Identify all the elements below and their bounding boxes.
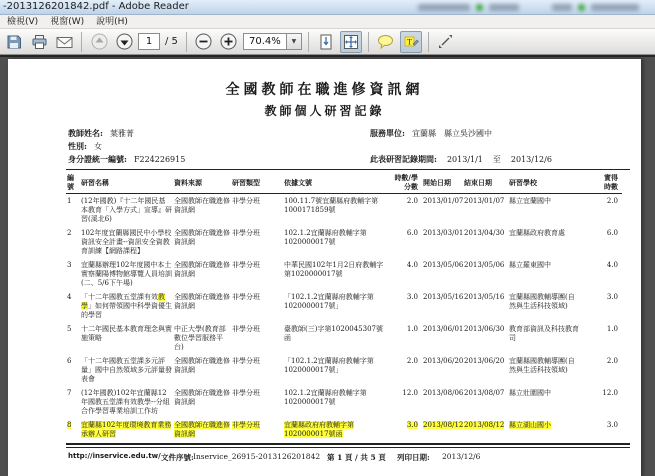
zoom-in-icon <box>220 33 237 50</box>
col-earned: 實得時數 <box>581 170 622 194</box>
menu-view[interactable]: 檢視(V) <box>7 16 39 27</box>
menu-window[interactable]: 視窗(W) <box>50 16 85 27</box>
table-bottom-rule-thin <box>66 447 630 448</box>
document-title: 全國教師在職進修資訊網 <box>225 82 424 98</box>
email-button[interactable] <box>53 31 75 53</box>
doc-serial-value: Inservice_26915-2013126201842 <box>193 451 321 461</box>
print-icon <box>31 34 48 50</box>
fit-page-button[interactable] <box>340 31 362 53</box>
zoom-out-button[interactable] <box>193 31 215 53</box>
pdf-page <box>8 59 641 476</box>
highlight-text-icon <box>403 34 419 50</box>
separator <box>186 32 187 52</box>
col-source: 資料來源 <box>173 170 231 194</box>
titlebar[interactable] <box>0 0 655 15</box>
id-number-label: 身分證統一編號: <box>68 154 127 164</box>
table-row: 6 「十二年國教五堂課多元評量」國中自然領域多元評量發表會 全國教師在職進修資訊網 非學分班 「102.1.2宜蘭縣府教輔字第1020000017號」 2.0 2013/06/20 2013/06/20 宜蘭縣國教輔導團(自然與生活科技領域) 2.0 <box>67 357 618 383</box>
table-header-row <box>66 170 622 194</box>
table-row: 7 (12年國教)102年宜蘭縣12年國教五堂課有效教學--分組合作學習專業培訓工作坊 全國教師在職進修資訊網 非學分班 102.1.2宜蘭縣府教輔字第1020000017號 12.0 2013/08/06 2013/08/07 縣立壯圍國中 12.0 <box>67 389 618 415</box>
document-subtitle: 教師個人研習記錄 <box>264 104 385 118</box>
col-name: 研習名稱 <box>80 170 173 194</box>
print-button[interactable] <box>28 31 50 53</box>
col-no: 編號 <box>66 170 80 194</box>
comment-icon <box>377 34 394 49</box>
table-row: 1 (12年國教)『十二年國民基本教育「入學方式」宣導』研習(溪北6) 全國教師在職進修資訊網 非學分班 100.11.7號宜蘭縣府教輔字第1000171859號 2.0 2013/01/07 2013/01/07 縣立宜蘭國中 2.0 <box>67 197 618 223</box>
col-start: 開始日期 <box>422 170 463 194</box>
print-date-value: 2013/12/6 <box>442 451 481 461</box>
page-number-input[interactable]: 1 <box>138 33 160 50</box>
gender-label: 性別: <box>68 141 87 151</box>
service-unit-label: 服務單位: <box>370 128 405 138</box>
table-row: 4 「十二年國教五堂課有效教學」如何帶領國中科學資優生的學習 全國教師在職進修資訊網 非學分班 「102.1.2宜蘭縣府教輔字第1020000017號」 3.0 2013/05/16 2013/05/16 宜蘭縣國教輔導團(自然與生活科技領域) 3.0 <box>67 293 618 319</box>
save-icon <box>6 34 22 50</box>
blurred-region <box>552 1 655 13</box>
scrolling-mode-icon <box>318 34 334 50</box>
teacher-name-label: 教師姓名: <box>68 128 103 138</box>
menu-bar <box>0 15 655 29</box>
col-school: 研習學校 <box>508 170 581 194</box>
print-date-label: 列印日期: <box>397 452 430 462</box>
comment-button[interactable] <box>375 31 397 53</box>
footer-url: http://inservice.edu.tw/ <box>68 451 161 460</box>
separator <box>428 32 429 52</box>
zoom-out-icon <box>195 33 212 50</box>
highlight-text-button[interactable] <box>400 31 422 53</box>
training-table-body <box>66 194 622 442</box>
teacher-info <box>68 128 626 167</box>
chevron-down-icon: ▼ <box>291 38 297 45</box>
period-start: 2013/1/1 <box>446 155 483 164</box>
save-button[interactable] <box>3 31 25 53</box>
zoom-dropdown-button[interactable] <box>287 33 302 50</box>
page-total-label: / 5 <box>165 36 178 47</box>
fit-page-icon <box>343 34 359 50</box>
zoom-level-control[interactable] <box>243 33 302 50</box>
menu-help[interactable]: 說明(H) <box>96 16 128 27</box>
record-period-label: 此表研習記錄期間: <box>370 154 437 164</box>
scrolling-mode-button[interactable] <box>315 31 337 53</box>
window-title: -2013126201842.pdf - Adobe Reader <box>3 1 189 12</box>
gender: 女 <box>93 142 102 151</box>
svg-text:T: T <box>406 37 412 46</box>
next-page-button[interactable] <box>113 31 135 53</box>
fullscreen-icon <box>438 34 453 49</box>
blurred-region <box>418 1 533 13</box>
separator <box>308 32 309 52</box>
col-hours: 時數/學分數 <box>388 170 422 194</box>
zoom-level-value[interactable]: 70.4% <box>243 33 287 50</box>
id-number: F224226915 <box>133 155 186 164</box>
table-row: 5 十二年國民基本教育理念與實施策略 中正大學(教育部數位學習服務平台) 非學分班 臺教師(三)字第1020045307號函 1.0 2013/06/01 2013/06/30 教育部資訊及科技教育司 1.0 <box>67 325 618 351</box>
col-docno: 依據文號 <box>283 170 388 194</box>
training-record-table <box>66 170 622 441</box>
fullscreen-button[interactable] <box>435 31 457 53</box>
page-up-icon <box>91 33 108 50</box>
period-end: 2013/12/6 <box>510 155 552 164</box>
page-down-icon <box>116 33 133 50</box>
email-icon <box>56 35 73 49</box>
table-row: 8 宜蘭縣102年度環境教育業務承辦人研習 全國教師在職進修資訊網 非學分班 宜蘭縣政府府教輔字第1020000017號函 3.0 2013/08/12 2013/08/12 縣立湖山國小 3.0 <box>67 421 618 438</box>
service-unit: 宜蘭縣 縣立吳沙國中 <box>411 129 492 138</box>
separator <box>81 32 82 52</box>
period-to: 至 <box>492 155 501 164</box>
footer-page-info: 第 1 頁 / 共 5 頁 <box>327 452 386 462</box>
previous-page-button[interactable] <box>88 31 110 53</box>
toolbar <box>0 29 655 55</box>
table-row: 3 宜蘭縣辦理102年度國中本土實察蘭陽博物館導覽人員培訓(二、5/6下午場) 全國教師在職進修資訊網 非學分班 中華民國102年1月2日府教輔字第1020000017號 4.0 2013/05/06 2013/05/06 縣立羅東國中 4.0 <box>67 261 618 287</box>
doc-serial-label: 文件序號: <box>161 452 194 462</box>
col-end: 結束日期 <box>463 170 508 194</box>
table-bottom-rule <box>66 443 630 445</box>
zoom-in-button[interactable] <box>218 31 240 53</box>
separator <box>368 32 369 52</box>
page-footer <box>66 452 630 464</box>
document-area[interactable] <box>0 55 655 476</box>
col-type: 研習類型 <box>231 170 283 194</box>
table-row: 2 102年度宜蘭縣國民中小學校資訊安全計畫--資訊安全資教育訓練【網路課程】 全國教師在職進修資訊網 非學分班 102.1.2宜蘭縣府教輔字第1020000017號 6.0 2013/03/01 2013/04/30 宜蘭縣政府教育處 6.0 <box>67 229 618 255</box>
teacher-name: 葉雅菁 <box>109 129 134 138</box>
